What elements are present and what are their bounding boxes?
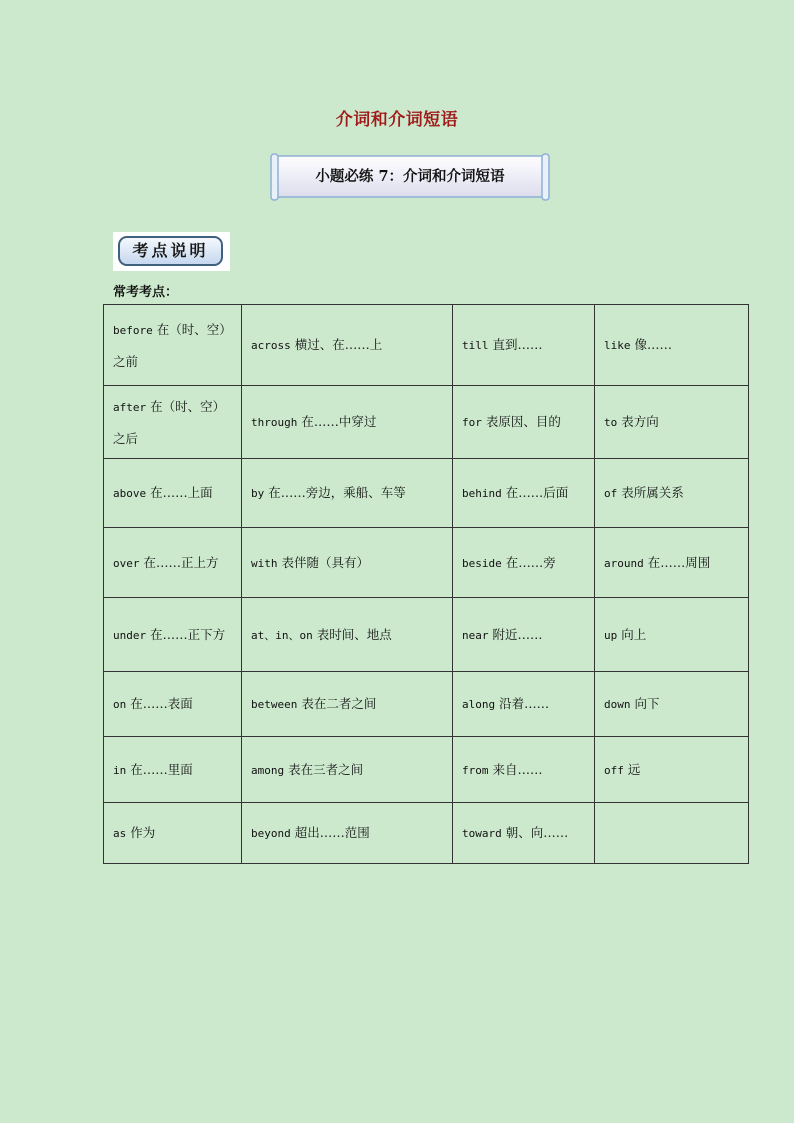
preposition-word: by: [251, 487, 265, 500]
preposition-meaning: 在……周围: [643, 554, 711, 570]
table-row: [104, 386, 749, 459]
table-cell: [595, 803, 749, 864]
preposition-word: till: [462, 339, 489, 352]
preposition-meaning: 直到……: [488, 337, 543, 352]
preposition-meaning: 朝、向……: [501, 825, 569, 840]
table-cell: [104, 737, 242, 803]
table-cell: [453, 459, 595, 528]
preposition-meaning: 在……旁边，乘船、车等: [264, 485, 406, 500]
preposition-meaning: 在（时、空）之后: [113, 398, 226, 446]
preposition-word: off: [604, 763, 624, 777]
preposition-word: beside: [462, 556, 502, 570]
preposition-word: across: [251, 339, 291, 352]
preposition-meaning: 表伴随（具有）: [277, 554, 369, 570]
table-cell: [453, 528, 595, 598]
table-cell: [453, 803, 595, 864]
table-cell: [242, 386, 453, 459]
page-title: 介词和介词短语: [335, 110, 459, 130]
preposition-meaning: 表在三者之间: [284, 761, 364, 777]
table-row: [104, 528, 749, 598]
preposition-meaning: 超出……范围: [290, 825, 370, 840]
preposition-word: of: [604, 487, 618, 500]
preposition-meaning: 来自……: [488, 761, 543, 777]
preposition-meaning: 表方向: [617, 414, 659, 429]
preposition-meaning: 在……正下方: [146, 626, 226, 642]
preposition-word: like: [604, 339, 631, 352]
preposition-meaning: 表原因、目的: [481, 414, 561, 429]
preposition-meaning: 向上: [617, 626, 647, 642]
table-cell: [242, 737, 453, 803]
preposition-word: with: [251, 556, 278, 570]
preposition-meaning: 在……里面: [126, 761, 193, 777]
table-cell: [104, 803, 242, 864]
preposition-word: as: [113, 827, 127, 840]
table-row: [104, 737, 749, 803]
preposition-word: beyond: [251, 827, 291, 840]
preposition-meaning: 在……后面: [501, 485, 569, 500]
table-cell: [242, 528, 453, 598]
key-points-badge: [113, 232, 230, 271]
table-cell: [595, 528, 749, 598]
table-cell: [595, 672, 749, 737]
table-cell: [104, 598, 242, 672]
table-cell: [104, 305, 242, 386]
preposition-word: at、in、on: [251, 628, 313, 642]
table-cell: [104, 672, 242, 737]
preposition-word: over: [113, 556, 140, 570]
preposition-word: in: [113, 763, 127, 777]
preposition-meaning: 沿着……: [495, 696, 550, 711]
preposition-word: from: [462, 763, 489, 777]
table-cell: [453, 305, 595, 386]
preposition-meaning: 横过、在……上: [290, 337, 383, 352]
preposition-word: near: [462, 628, 489, 642]
badge-label: 考点说明: [118, 236, 223, 266]
preposition-word: along: [462, 698, 496, 711]
section-subheading: 常考考点：: [113, 285, 179, 300]
preposition-word: between: [251, 698, 298, 711]
banner-title: 小题必练 7：介词和介词短语: [315, 168, 505, 185]
table-cell: [595, 386, 749, 459]
preposition-meaning: 在……中穿过: [297, 414, 377, 429]
table-cell: [453, 672, 595, 737]
table-cell: [104, 528, 242, 598]
preposition-word: through: [251, 416, 298, 429]
table-cell: [104, 386, 242, 459]
preposition-meaning: 像……: [630, 337, 672, 352]
preposition-meaning: 作为: [126, 825, 156, 840]
table-cell: [242, 803, 453, 864]
preposition-word: for: [462, 416, 482, 429]
preposition-word: down: [604, 698, 631, 711]
table-cell: [242, 305, 453, 386]
preposition-meaning: 向下: [630, 696, 660, 711]
table-cell: [595, 737, 749, 803]
table-cell: [104, 459, 242, 528]
table-cell: [595, 305, 749, 386]
preposition-word: up: [604, 628, 618, 642]
preposition-word: toward: [462, 827, 502, 840]
preposition-meaning: 表时间、地点: [312, 626, 392, 642]
preposition-meaning: 在……表面: [126, 696, 193, 711]
preposition-meaning: 在……上面: [146, 485, 213, 500]
table-cell: [595, 598, 749, 672]
table-cell: [453, 598, 595, 672]
preposition-meaning: 表所属关系: [617, 485, 684, 500]
title-banner: [270, 152, 550, 202]
preposition-word: on: [113, 698, 127, 711]
table-cell: [595, 459, 749, 528]
table-row: [104, 305, 749, 386]
table-cell: [453, 386, 595, 459]
table-cell: [242, 459, 453, 528]
preposition-word: to: [604, 416, 618, 429]
preposition-meaning: 在……旁: [501, 554, 556, 570]
preposition-meaning: 远: [623, 761, 641, 777]
preposition-meaning: 附近……: [488, 626, 543, 642]
preposition-word: around: [604, 556, 644, 570]
preposition-word: behind: [462, 487, 502, 500]
preposition-word: before: [113, 323, 153, 337]
preposition-meaning: 在（时、空）之前: [113, 321, 232, 369]
preposition-meaning: 表在二者之间: [297, 696, 377, 711]
preposition-word: under: [113, 628, 147, 642]
table-cell: [453, 737, 595, 803]
table-cell: [242, 598, 453, 672]
table-row: [104, 459, 749, 528]
table-cell: [242, 672, 453, 737]
preposition-word: above: [113, 487, 147, 500]
table-row: [104, 803, 749, 864]
table-row: [104, 598, 749, 672]
table-row: [104, 672, 749, 737]
preposition-word: after: [113, 400, 147, 414]
preposition-meaning: 在……正上方: [139, 554, 219, 570]
preposition-table: [103, 304, 749, 864]
preposition-word: among: [251, 763, 285, 777]
